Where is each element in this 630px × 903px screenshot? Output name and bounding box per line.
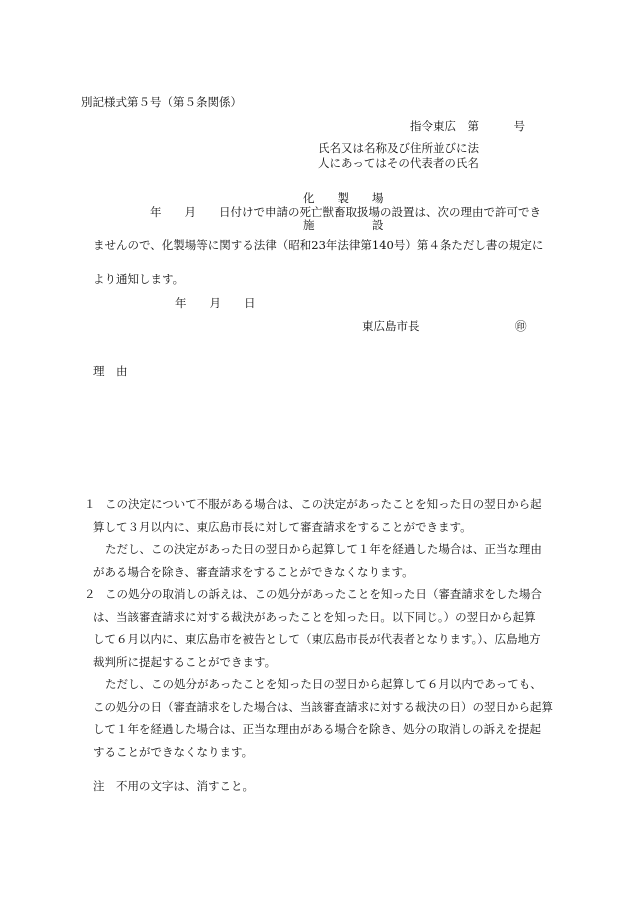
notice-line-2: ませんので、化製場等に関する法律（昭和23年法律第140号）第４条ただし書の規定に bbox=[93, 238, 544, 252]
recipient-line-1: 氏名又は名称及び住所並びに法 bbox=[318, 141, 479, 155]
item-1-line: 算して３月以内に、東広島市長に対して審査請求をすることができます。 bbox=[93, 519, 472, 534]
item-1-line: ただし、この決定があった日の翌日から起算して１年を経過した場合は、正当な理由 bbox=[105, 542, 542, 556]
seal-mark: ㊞ bbox=[515, 319, 527, 333]
item-1-line: この決定について不服がある場合は、この決定があったことを知った日の翌日から起 bbox=[105, 497, 542, 511]
issuer-name: 東広島市長 bbox=[362, 319, 420, 333]
reason-label: 理 由 bbox=[93, 364, 128, 378]
issue-date: 年 月 日 bbox=[175, 296, 256, 310]
item-2-line: して６月以内に、東広島市を被告として（東広島市長が代表者となります。）、広島地方 bbox=[93, 632, 541, 646]
designation-number: 指令東広 第 号 bbox=[410, 119, 525, 133]
item-1-text bbox=[93, 493, 553, 583]
facility-type-bottom: 施 設 bbox=[303, 218, 384, 232]
footnote: 注 不用の文字は、消すこと。 bbox=[93, 779, 254, 793]
facility-type-top: 化 製 場 bbox=[303, 191, 384, 205]
item-2-line: この処分の取消しの訴えは、この処分があったことを知った日（審査請求をした場合 bbox=[105, 587, 542, 601]
item-2-number: ２ bbox=[84, 587, 96, 601]
item-2-line: ただし、この処分があったことを知った日の翌日から起算して６月以内であっても、 bbox=[105, 677, 542, 691]
form-label: 別記様式第５号（第５条関係） bbox=[81, 95, 242, 109]
notice-line-3: より通知します。 bbox=[93, 272, 185, 286]
item-2-line: して１年を経過した場合は、正当な理由がある場合を除き、処分の取消しの訴えを提起 bbox=[93, 722, 542, 736]
item-2-line: は、当該審査請求に対する裁決があったことを知った日。以下同じ。）の翌日から起算 bbox=[93, 609, 536, 624]
notice-line-1: 年 月 日付けで申請の死亡獣畜取扱場の設置は、次の理由で許可でき bbox=[150, 205, 541, 219]
item-2-text bbox=[93, 583, 553, 763]
item-2-line: することができなくなります。 bbox=[93, 744, 254, 759]
item-1-line: がある場合を除き、審査請求をすることができなくなります。 bbox=[93, 564, 414, 579]
item-2-line: この処分の日（審査請求をした場合は、当該審査請求に対する裁決の日）の翌日から起算 bbox=[93, 699, 553, 714]
recipient-line-2: 人にあってはその代表者の氏名 bbox=[318, 156, 479, 170]
item-2-line: 裁判所に提起することができます。 bbox=[93, 654, 277, 669]
item-1-number: １ bbox=[84, 497, 96, 511]
